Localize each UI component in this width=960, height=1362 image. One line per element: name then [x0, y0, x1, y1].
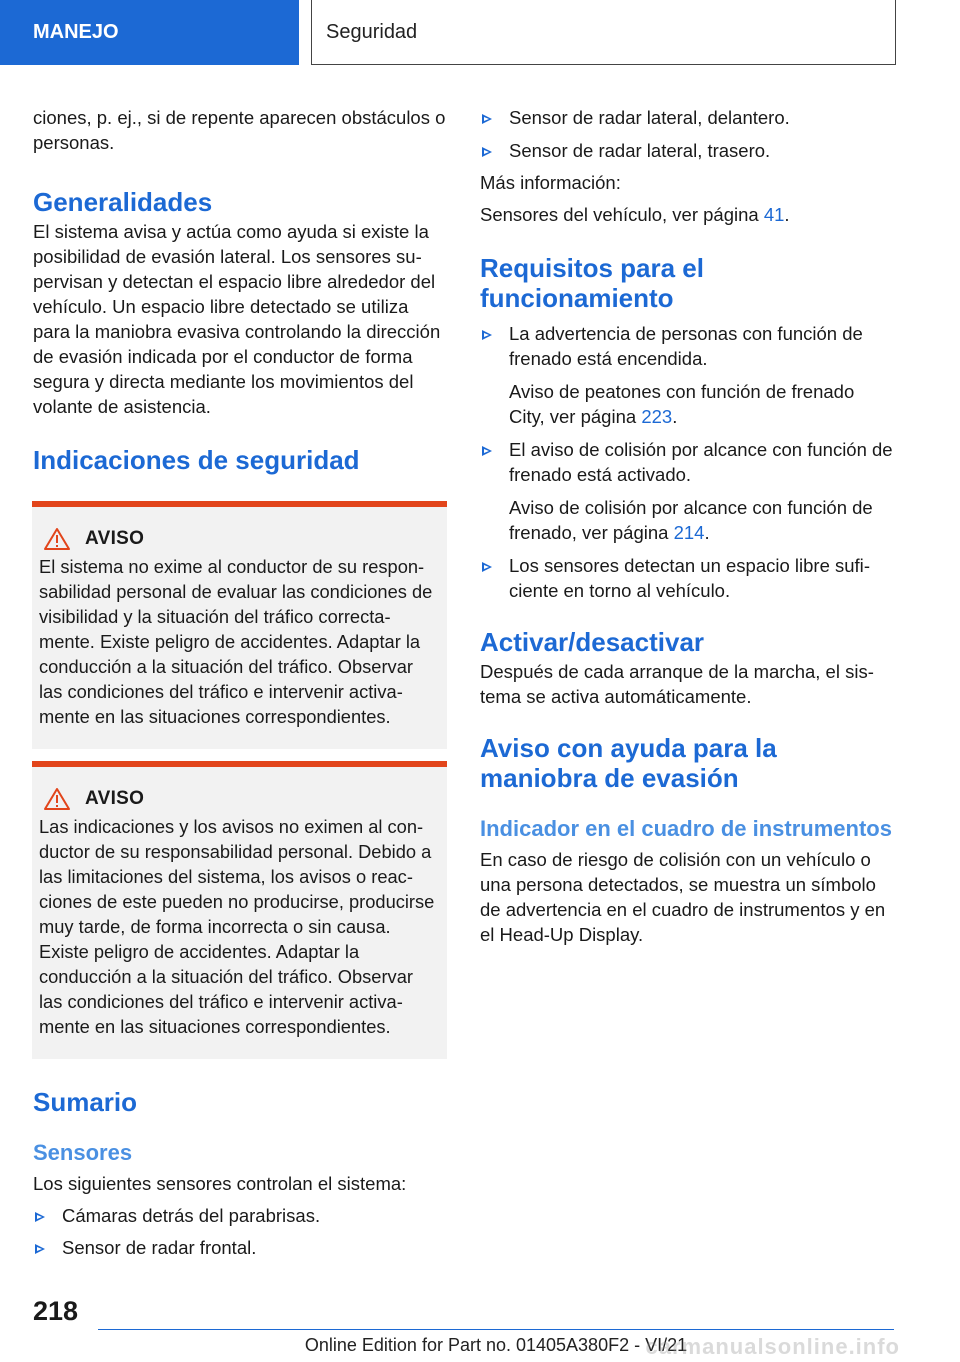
list-item: Cámaras detrás del parabrisas. [33, 1203, 447, 1228]
page-link[interactable]: 41 [763, 204, 785, 225]
bullet-triangle-icon [482, 147, 492, 157]
reference-text: Aviso de colisión por alcance con función de frenado, ver página 214. [509, 497, 873, 543]
sensor-list [33, 1203, 447, 1260]
list-item: El aviso de colisión por alcance con función de frenado está activado. Aviso de colisión por alcance con función de frenado, ver página 214. [480, 437, 894, 545]
list-item: Los sensores detectan un espacio libre suficiente en torno al vehículo. [480, 553, 894, 603]
page-number: 218 [33, 1296, 79, 1326]
more-info-label: Más información: [480, 172, 621, 193]
chapter-header [311, 0, 896, 65]
warning-label: AVISO [85, 788, 145, 809]
sensor-list-continued [480, 105, 894, 163]
warning-text: El sistema no exime al conductor de su responsabilidad personal de evaluar las condiciones de visibilidad y la situación del tráfico correctamente. Existe peligro de accidentes. Adaptar la conducción a la situación del tráfico. Observar las condiciones del tráfico e intervenir activamente en las situaciones correspondientes. [39, 556, 433, 727]
warning-triangle-icon [43, 787, 71, 811]
intro-text: ciones, p. ej., si de repente aparecen obstáculos o personas. [33, 107, 446, 153]
bullet-triangle-icon [482, 330, 492, 340]
page-link[interactable]: 223 [641, 406, 673, 427]
section-tab[interactable] [0, 0, 299, 65]
chapter-title: Seguridad [326, 20, 418, 43]
warning-box-2 [32, 761, 447, 1059]
list-item: Sensor de radar frontal. [33, 1235, 447, 1260]
heading-generalidades: Generalidades [33, 187, 213, 217]
page-link[interactable]: 214 [673, 522, 705, 543]
warning-label: AVISO [85, 528, 145, 549]
subheading-indicador: Indicador en el cuadro de instrumentos [480, 816, 892, 841]
requisitos-list [480, 321, 894, 603]
heading-activar: Activar/desactivar [480, 627, 705, 657]
list-item: La advertencia de personas con función de frenado está encendida. Aviso de peatones con función de frenado City, ver página 223. [480, 321, 894, 429]
bullet-triangle-icon [482, 114, 492, 124]
activar-text: Después de cada arranque de la marcha, el sistema se activa automáticamente. [480, 661, 874, 707]
sensores-text: Los siguientes sensores controlan el sistema: [33, 1173, 407, 1194]
list-item: Sensor de radar lateral, trasero. [480, 138, 894, 163]
warning-text: Las indicaciones y los avisos no eximen al conductor de su responsabilidad personal. Debido a las limitaciones del sistema, los avisos o reacciones de este pueden no producirse, producirse muy tarde, de forma incorrecta o sin causa. Existe peligro de accidentes. Adaptar la conducción a la situación del tráfico. Observar las condiciones del tráfico e intervenir activamente en las situaciones correspondientes. [39, 816, 435, 1037]
generalidades-text: El sistema avisa y actúa como ayuda si existe la posibilidad de evasión lateral. Los sensores supervisan y detectan el espacio libre alrededor del vehículo. Un espacio libre detectado se utiliza para la maniobra evasiva controlando la dirección de evasión indicada por el conductor de forma segura y directa mediante los movimientos del volante de asistencia. [33, 221, 441, 417]
heading-sumario: Sumario [33, 1087, 138, 1117]
bullet-triangle-icon [35, 1244, 45, 1254]
footer-divider [98, 1329, 894, 1330]
heading-requisitos: Requisitos para el funcionamiento [480, 253, 704, 313]
heading-indicaciones: Indicaciones de seguridad [33, 445, 360, 475]
watermark: carmanualsonline.info [645, 1334, 900, 1359]
list-item: Sensor de radar lateral, delantero. [480, 105, 894, 130]
right-column [480, 100, 894, 947]
heading-aviso-evasion: Aviso con ayuda para la maniobra de evasión [480, 733, 777, 793]
warning-box-1 [32, 501, 447, 749]
subheading-sensores: Sensores [33, 1140, 133, 1165]
left-column [33, 100, 447, 1260]
more-info-reference: Sensores del vehículo, ver página 41. [480, 204, 790, 225]
warning-triangle-icon [43, 527, 71, 551]
edition-footer: Online Edition for Part no. 01405A380F2 - VI/21 [304, 1335, 688, 1355]
bullet-triangle-icon [482, 446, 492, 456]
indicador-text: En caso de riesgo de colisión con un vehículo o una persona detectados, se muestra un símbolo de advertencia en el cuadro de instrumentos y en el Head-Up Display. [480, 849, 886, 945]
bullet-triangle-icon [35, 1212, 45, 1222]
reference-text: Aviso de peatones con función de frenado City, ver página 223. [509, 381, 855, 427]
section-title: MANEJO [33, 21, 119, 43]
bullet-triangle-icon [482, 562, 492, 572]
